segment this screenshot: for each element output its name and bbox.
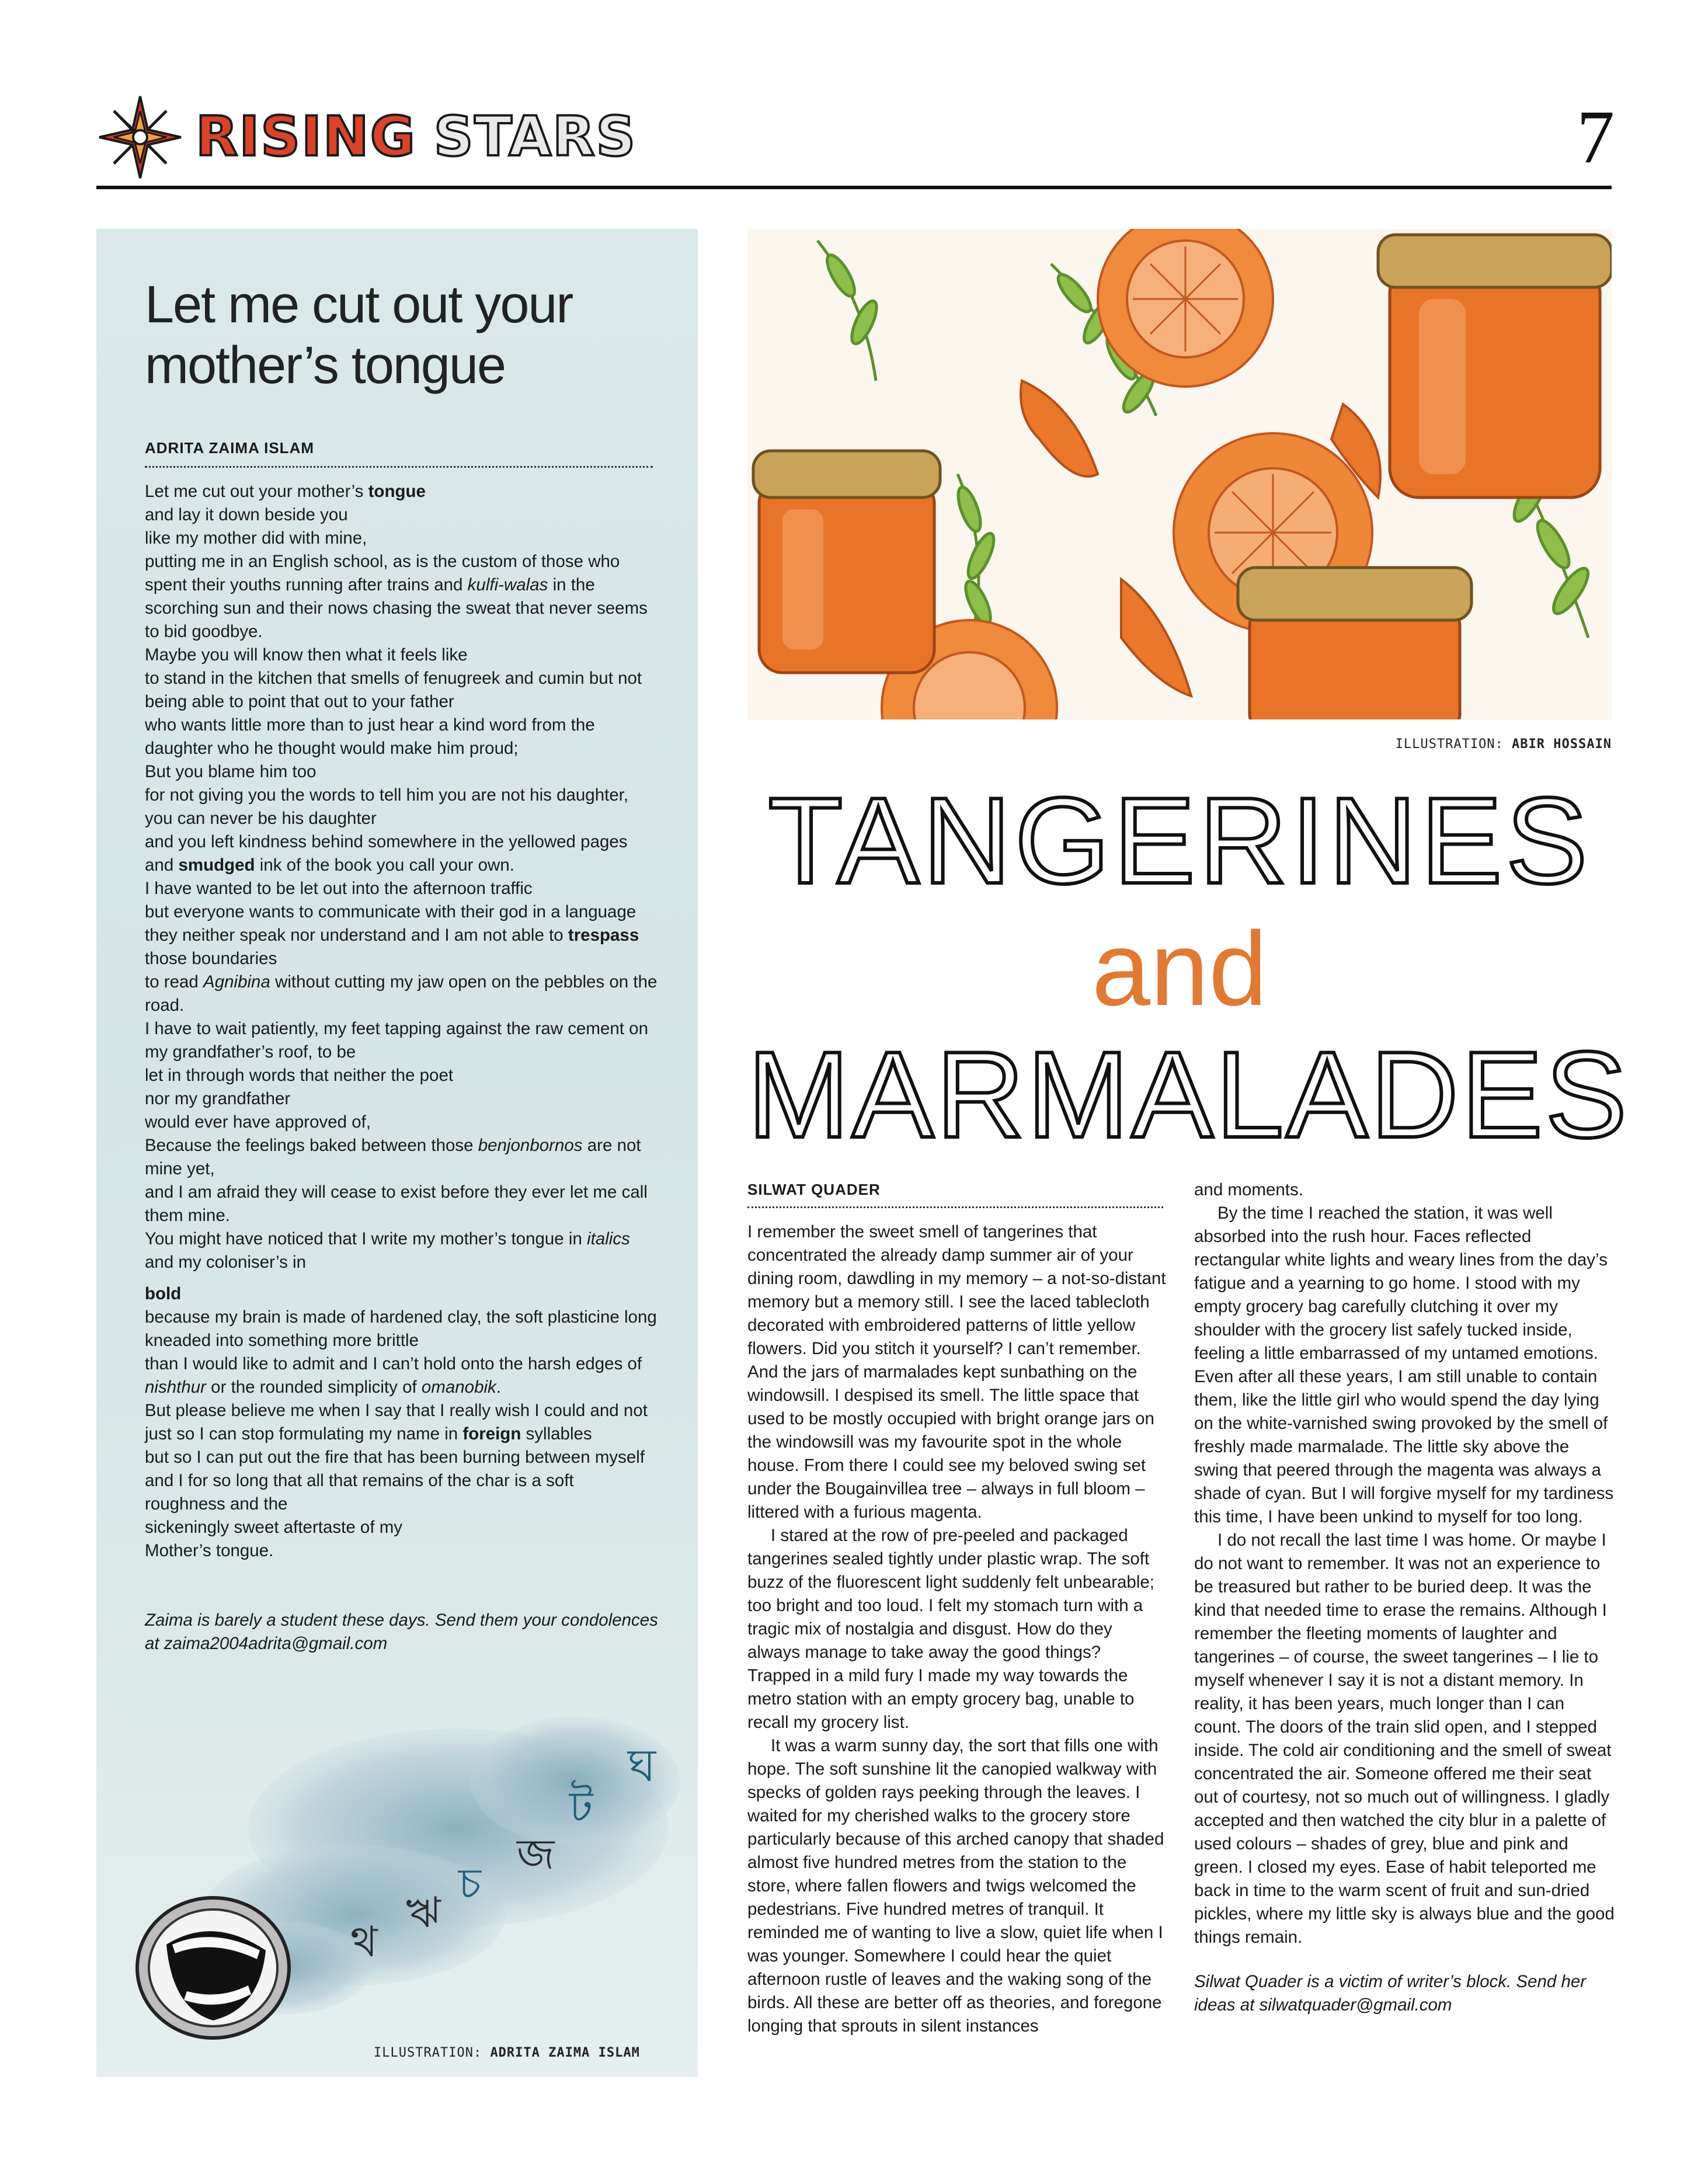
story-author-bio: Silwat Quader is a victim of writer’s block. Send her ideas at silwatquader@gmail.com — [1194, 1972, 1587, 2015]
page-number: 7 — [1577, 95, 1615, 179]
mouth-illustration — [131, 1693, 686, 2055]
poem-line: I have to wait patiently, my feet tapping against the raw cement on my grandfather’s roof, to be — [145, 1019, 648, 1062]
poem-line: Because the feelings baked between those benjonbornos are not mine yet, — [145, 1136, 641, 1178]
poem-line: But please believe me when I say that I really wish I could and not just so I can stop formulating my name in foreign syllables — [145, 1401, 648, 1443]
story-paragraph: I do not recall the last time I was home. Or maybe I do not want to remember. It was not an experience to be treasured but rather to be buried deep. It was the kind that needed time to erase the remains. Although I remember the fleeting moments of laughter and tangerines – of course, the sweet tangerines – I lie to myself whenever I say it is not a distant memory. In reality, it has been years, much longer than I can count. The doors of the train slid open, and I stepped inside. The cold air conditioning and the smell of sweat concentrated the air. Someone offered me their seat out of courtesy, not so much out of willingness. I gladly accepted and then watched the city blur in a palette of used colours – shades of grey, blue and pink and green. I closed my eyes. Ease of habit teleported me back in time to the warm scent of fruit and sun-dried pickles, where my little sky is always blue and the good things remain. — [1194, 1531, 1615, 1947]
poem-line: I have wanted to be let out into the afternoon traffic — [145, 879, 533, 898]
open-mouth-icon — [137, 1898, 289, 2038]
poem-line: to read Agnibina without cutting my jaw open on the pebbles on the road. — [145, 972, 658, 1015]
poem-line: than I would like to admit and I can’t hold onto the harsh edges of nishthur or the rounded simplicity of omanobik. — [145, 1354, 642, 1397]
poem-line: to stand in the kitchen that smells of fenugreek and cumin but not being able to point that out to your father — [145, 669, 642, 711]
poem-line: like my mother did with mine, — [145, 528, 367, 548]
headline-and: and — [1091, 910, 1268, 1028]
poem-line: Mother’s tongue. — [145, 1541, 274, 1560]
header-rule — [96, 186, 1612, 189]
story-byline-rule — [747, 1206, 1163, 1208]
poem-line: putting me in an English school, as is the custom of those who spent their youths running after trains and kulfi-walas in the scorching sun and their nows chasing the sweat that never seems to bid goodbye. — [145, 552, 648, 641]
poem-title: Let me cut out your mother’s tongue — [145, 276, 573, 395]
poem-line: Let me cut out your mother’s tongue — [145, 482, 426, 501]
story-column-2 — [1194, 1178, 1615, 2017]
poem-line: sickeningly sweet aftertaste of my — [145, 1518, 403, 1537]
mouth-illustration-art — [131, 1693, 686, 2055]
poem-line: But you blame him too — [145, 762, 316, 781]
brand-word-rising: RISING — [196, 105, 416, 169]
story-byline: SILWAT QUADER — [747, 1181, 881, 1198]
poem-line: but so I can put out the fire that has been burning between myself and I for so long that all that remains of the char is a soft roughness and the — [145, 1448, 645, 1514]
poem-line: bold — [145, 1284, 182, 1303]
story-paragraph: By the time I reached the station, it was well absorbed into the rush hour. Faces reflected rectangular white lights and weary lines from the day’s fatigue and a yearning to go home. I stood with my empty grocery bag carefully clutching it over my shoulder with the grocery list safely tucked inside, feeling a little embarrassed of my untamed emotions. Even after all these years, I am still unable to contain them, like the little girl who would spend the day lying on the white-varnished swing provoked by the smell of freshly made marmalade. The little sky above the swing that peered through the magenta was always a shade of cyan. But I will forgive myself for my tardiness this time, I have been unkind to myself for too long. — [1194, 1203, 1614, 1526]
tangerine-marmalade-illustration — [747, 229, 1612, 719]
bengali-letter: ঋ — [406, 1888, 441, 1937]
poem-line: You might have noticed that I write my mother’s tongue in italics — [145, 1229, 630, 1248]
brand-wordmark — [196, 105, 636, 169]
masthead — [96, 93, 680, 181]
bengali-letter: চ — [458, 1859, 481, 1908]
story-paragraph: and moments. — [1194, 1180, 1303, 1199]
bengali-letter: ঘ — [628, 1740, 656, 1792]
poem-line: let in through words that neither the poet — [145, 1066, 454, 1085]
poem-line: for not giving you the words to tell him you are not his daughter, you can never be his daughter — [145, 785, 629, 828]
headline-tangerines: TANGERINES — [768, 772, 1591, 909]
poem-illustration-credit: ILLUSTRATION: ADRITA ZAIMA ISLAM — [374, 2046, 640, 2060]
poem-line: and lay it down beside you — [145, 505, 348, 524]
poem-line: because my brain is made of hardened clay, the soft plasticine long kneaded into something more brittle — [145, 1307, 657, 1350]
headline-marmalades: MARMALADES — [747, 1026, 1630, 1163]
poem-line: Maybe you will know then what it feels like — [145, 645, 468, 665]
poem-line: and you left kindness behind somewhere in the yellowed pages and smudged ink of the book you call your own. — [145, 832, 628, 875]
poem-line: and I am afraid they will cease to exist before they ever let me call them mine. — [145, 1182, 648, 1225]
poem-byline: ADRITA ZAIMA ISLAM — [145, 439, 314, 457]
marmalade-jar-icon — [753, 451, 940, 673]
poem-byline-rule — [145, 466, 653, 468]
story-paragraph: I remember the sweet smell of tangerines that concentrated the already damp summer air of your dining room, dawdling in my memory – a not-so-distant memory but a memory still. I see the laced tablecloth decorated with embroidered patterns of little yellow flowers. Did you stitch it yourself? I can’t remember. And the jars of marmalades kept sunbathing on the windowsill. I despised its smell. The little space that used to be mostly occupied with bright orange jars on the windowsill was my favourite spot in the whole house. From there I could see my beloved swing set under the Bougainvillea tree – always in full bloom – littered with a furious magenta. — [747, 1222, 1166, 1522]
bengali-letter: ট — [569, 1782, 593, 1832]
poem-line: nor my grandfather — [145, 1089, 291, 1108]
story-paragraph: I stared at the row of pre-peeled and packaged tangerines sealed tightly under plastic wrap. The soft buzz of the fluorescent light suddenly felt unbearable; too bright and too loud. I felt my stomach turn with a tragic mix of nostalgia and disgust. How do they always manage to take away the good things? Trapped in a mild fury I made my way towards the metro station with an empty grocery bag, unable to recall my grocery list. — [747, 1526, 1154, 1732]
story-column-1 — [747, 1220, 1168, 2038]
poem-line: and my coloniser’s in — [145, 1253, 307, 1272]
marmalade-jar-icon — [1378, 235, 1612, 498]
poem-body — [145, 480, 659, 1563]
brand-word-stars: STARS — [433, 105, 637, 169]
story-illustration-credit: ILLUSTRATION: ABIR HOSSAIN — [1395, 737, 1612, 752]
marmalade-jar-icon — [1238, 568, 1472, 719]
bengali-letter: থ — [350, 1917, 378, 1966]
poem-author-bio: Zaima is barely a student these days. Send them your condolences at zaima2004adrita@gmail.com — [145, 1611, 658, 1653]
compass-star-logo-icon — [96, 93, 184, 181]
poem-line: would ever have approved of, — [145, 1112, 371, 1132]
story-paragraph: It was a warm sunny day, the sort that fills one with hope. The soft sunshine lit the canopied walkway with specks of golden rays peeking through the leaves. I waited for my cherished walks to the grocery store particularly because of this arched canopy that shaded almost five hundred metres from the station to the store, where fallen flowers and twigs welcomed the pedestrians. Five hundred metres of tranquil. It reminded me of wanting to live a slow, quiet life when I was younger. Somewhere I could hear the quiet afternoon rustle of leaves and the waking song of the birds. All these are better off as theories, and foregone longing that sprouts in silent instances — [747, 1736, 1164, 2036]
poem-line: who wants little more than to just hear a kind word from the daughter who he thought would make him proud; — [145, 715, 595, 758]
bengali-letter: জ — [517, 1829, 555, 1879]
poem-line: but everyone wants to communicate with their god in a language they neither speak nor understand and I am not able to trespass those boundaries — [145, 902, 639, 968]
tangerine-marmalade-art — [747, 229, 1612, 719]
